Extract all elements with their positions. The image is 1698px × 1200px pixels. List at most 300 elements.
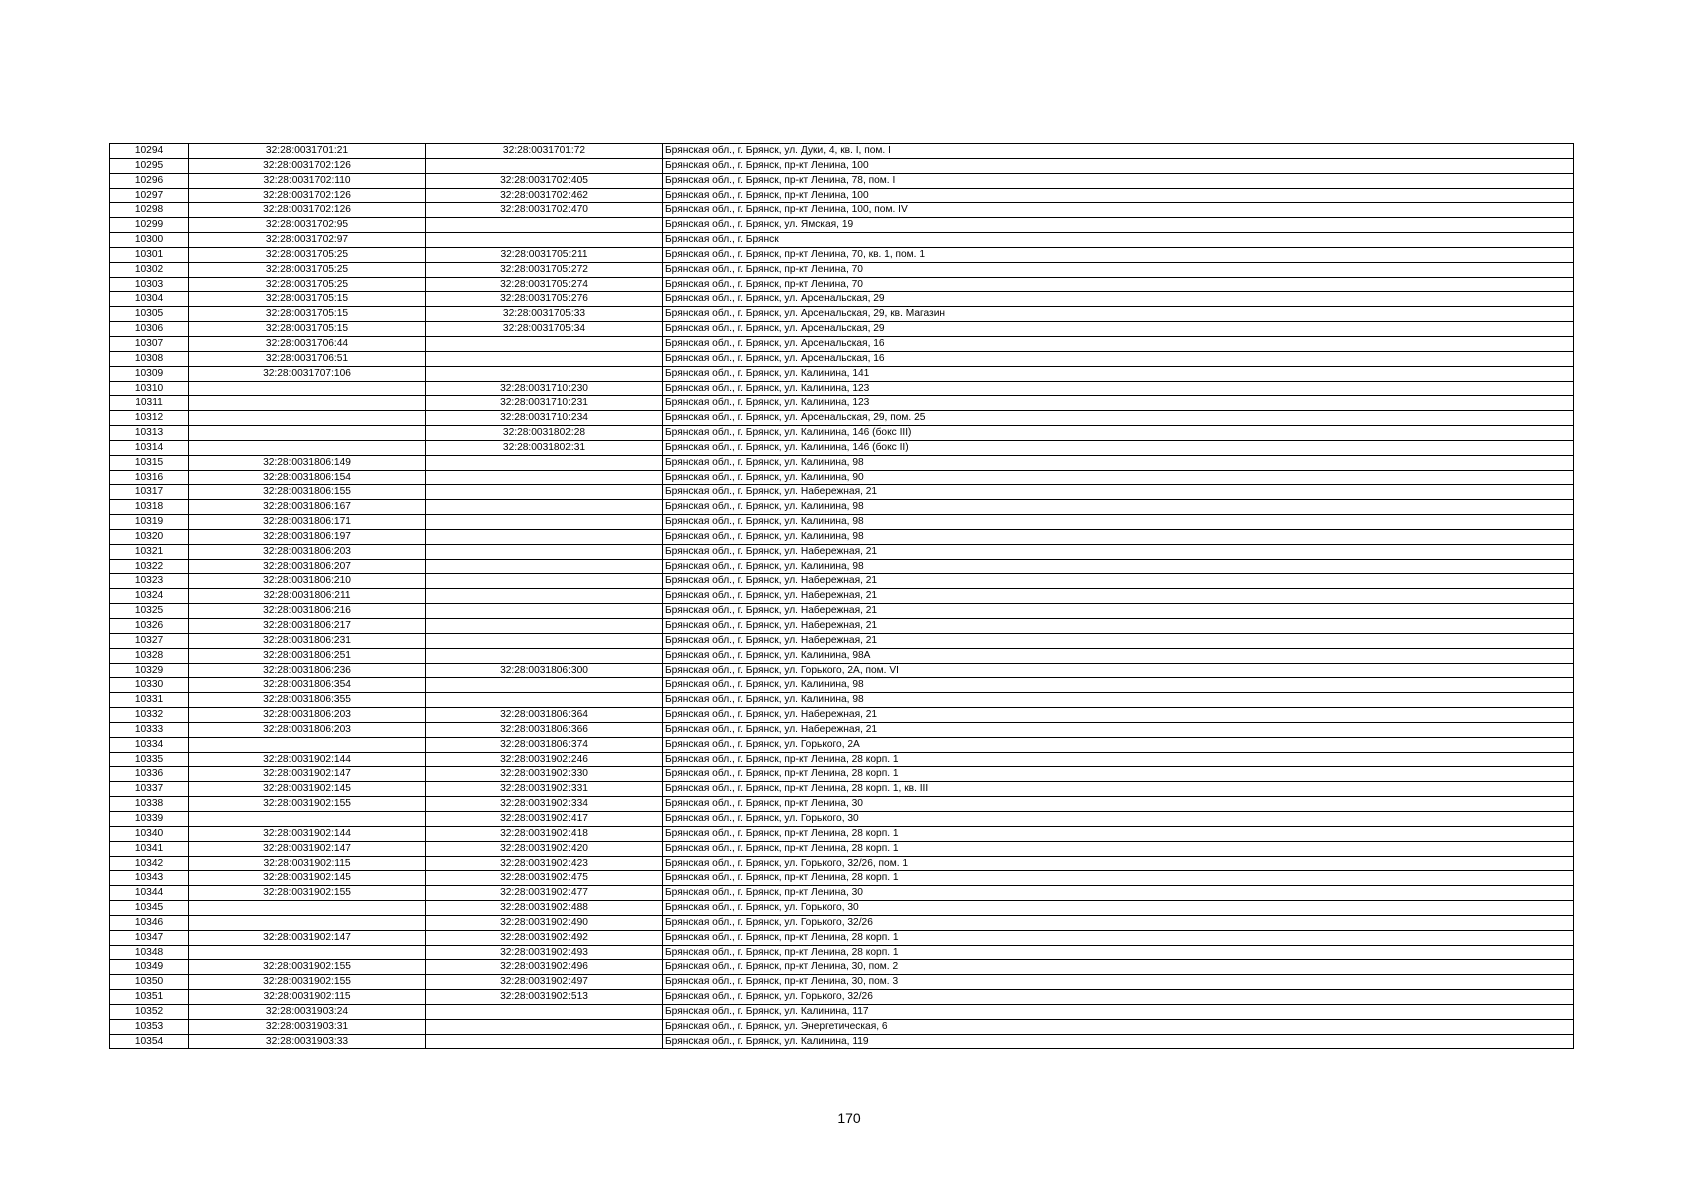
- object-cadastral-number-cell: [426, 485, 663, 500]
- table-row: [110, 737, 1574, 752]
- address-cell: Брянская обл., г. Брянск, ул. Ямская, 19: [663, 218, 1574, 233]
- object-cadastral-number-cell: [426, 529, 663, 544]
- parcel-cadastral-number-cell: 32:28:0031702:126: [189, 158, 426, 173]
- table-row: [110, 648, 1574, 663]
- row-number-cell: 10338: [110, 797, 189, 812]
- table-row: [110, 203, 1574, 218]
- parcel-cadastral-number-cell: 32:28:0031806:251: [189, 648, 426, 663]
- parcel-cadastral-number-cell: 32:28:0031705:15: [189, 292, 426, 307]
- row-number-cell: 10335: [110, 752, 189, 767]
- object-cadastral-number-cell: 32:28:0031902:423: [426, 856, 663, 871]
- object-cadastral-number-cell: 32:28:0031702:462: [426, 188, 663, 203]
- row-number-cell: 10327: [110, 633, 189, 648]
- object-cadastral-number-cell: [426, 648, 663, 663]
- parcel-cadastral-number-cell: [189, 737, 426, 752]
- table-row: [110, 529, 1574, 544]
- table-row: [110, 678, 1574, 693]
- object-cadastral-number-cell: [426, 574, 663, 589]
- parcel-cadastral-number-cell: 32:28:0031902:155: [189, 797, 426, 812]
- table-row: [110, 218, 1574, 233]
- object-cadastral-number-cell: 32:28:0031705:272: [426, 262, 663, 277]
- row-number-cell: 10349: [110, 960, 189, 975]
- address-cell: Брянская обл., г. Брянск, пр-кт Ленина, 30, пом. 3: [663, 975, 1574, 990]
- parcel-cadastral-number-cell: 32:28:0031806:236: [189, 663, 426, 678]
- address-cell: Брянская обл., г. Брянск, ул. Горького, 32/26, пом. 1: [663, 856, 1574, 871]
- parcel-cadastral-number-cell: 32:28:0031902:147: [189, 930, 426, 945]
- row-number-cell: 10312: [110, 411, 189, 426]
- parcel-cadastral-number-cell: 32:28:0031705:25: [189, 247, 426, 262]
- row-number-cell: 10321: [110, 544, 189, 559]
- address-cell: Брянская обл., г. Брянск, ул. Арсенальская, 29, пом. 25: [663, 411, 1574, 426]
- parcel-cadastral-number-cell: 32:28:0031902:155: [189, 975, 426, 990]
- address-cell: Брянская обл., г. Брянск, ул. Набережная, 21: [663, 633, 1574, 648]
- row-number-cell: 10323: [110, 574, 189, 589]
- address-cell: Брянская обл., г. Брянск, пр-кт Ленина, 70, кв. 1, пом. 1: [663, 247, 1574, 262]
- address-cell: Брянская обл., г. Брянск, ул. Калинина, 98: [663, 559, 1574, 574]
- address-cell: Брянская обл., г. Брянск, ул. Горького, 32/26: [663, 915, 1574, 930]
- object-cadastral-number-cell: 32:28:0031902:420: [426, 841, 663, 856]
- table-row: [110, 292, 1574, 307]
- parcel-cadastral-number-cell: 32:28:0031902:155: [189, 960, 426, 975]
- object-cadastral-number-cell: 32:28:0031902:513: [426, 990, 663, 1005]
- address-cell: Брянская обл., г. Брянск, ул. Калинина, 90: [663, 470, 1574, 485]
- row-number-cell: 10310: [110, 381, 189, 396]
- table-row: [110, 277, 1574, 292]
- object-cadastral-number-cell: 32:28:0031710:231: [426, 396, 663, 411]
- row-number-cell: 10306: [110, 322, 189, 337]
- address-cell: Брянская обл., г. Брянск, ул. Горького, 32/26: [663, 990, 1574, 1005]
- parcel-cadastral-number-cell: 32:28:0031702:126: [189, 203, 426, 218]
- parcel-cadastral-number-cell: 32:28:0031702:110: [189, 173, 426, 188]
- table-row: [110, 767, 1574, 782]
- row-number-cell: 10351: [110, 990, 189, 1005]
- address-cell: Брянская обл., г. Брянск, пр-кт Ленина, 28 корп. 1: [663, 930, 1574, 945]
- table-row: [110, 500, 1574, 515]
- table-row: [110, 693, 1574, 708]
- parcel-cadastral-number-cell: 32:28:0031806:217: [189, 619, 426, 634]
- object-cadastral-number-cell: 32:28:0031705:33: [426, 307, 663, 322]
- object-cadastral-number-cell: [426, 559, 663, 574]
- table-row: [110, 797, 1574, 812]
- parcel-cadastral-number-cell: 32:28:0031806:355: [189, 693, 426, 708]
- row-number-cell: 10337: [110, 782, 189, 797]
- table-row: [110, 470, 1574, 485]
- object-cadastral-number-cell: 32:28:0031902:497: [426, 975, 663, 990]
- address-cell: Брянская обл., г. Брянск, пр-кт Ленина, 28 корп. 1: [663, 841, 1574, 856]
- address-cell: Брянская обл., г. Брянск, пр-кт Ленина, 30: [663, 886, 1574, 901]
- parcel-cadastral-number-cell: [189, 811, 426, 826]
- row-number-cell: 10342: [110, 856, 189, 871]
- object-cadastral-number-cell: 32:28:0031701:72: [426, 144, 663, 159]
- address-cell: Брянская обл., г. Брянск, ул. Горького, 30: [663, 901, 1574, 916]
- table-row: [110, 1034, 1574, 1049]
- row-number-cell: 10302: [110, 262, 189, 277]
- parcel-cadastral-number-cell: 32:28:0031902:115: [189, 856, 426, 871]
- object-cadastral-number-cell: [426, 1004, 663, 1019]
- parcel-cadastral-number-cell: 32:28:0031902:144: [189, 752, 426, 767]
- object-cadastral-number-cell: [426, 336, 663, 351]
- parcel-cadastral-number-cell: 32:28:0031705:25: [189, 262, 426, 277]
- object-cadastral-number-cell: 32:28:0031702:405: [426, 173, 663, 188]
- parcel-cadastral-number-cell: 32:28:0031806:167: [189, 500, 426, 515]
- row-number-cell: 10301: [110, 247, 189, 262]
- row-number-cell: 10318: [110, 500, 189, 515]
- table-row: [110, 708, 1574, 723]
- address-cell: Брянская обл., г. Брянск, пр-кт Ленина, 70: [663, 262, 1574, 277]
- object-cadastral-number-cell: [426, 470, 663, 485]
- address-cell: Брянская обл., г. Брянск, пр-кт Ленина, 100: [663, 158, 1574, 173]
- address-cell: Брянская обл., г. Брянск, пр-кт Ленина, 28 корп. 1: [663, 871, 1574, 886]
- address-cell: Брянская обл., г. Брянск, ул. Горького, 30: [663, 811, 1574, 826]
- address-cell: Брянская обл., г. Брянск, ул. Горького, 2А: [663, 737, 1574, 752]
- table-row: [110, 455, 1574, 470]
- address-cell: Брянская обл., г. Брянск, ул. Арсенальская, 29: [663, 322, 1574, 337]
- table-row: [110, 188, 1574, 203]
- row-number-cell: 10322: [110, 559, 189, 574]
- row-number-cell: 10311: [110, 396, 189, 411]
- row-number-cell: 10317: [110, 485, 189, 500]
- address-cell: Брянская обл., г. Брянск, ул. Калинина, 141: [663, 366, 1574, 381]
- parcel-cadastral-number-cell: 32:28:0031806:154: [189, 470, 426, 485]
- address-cell: Брянская обл., г. Брянск, ул. Набережная, 21: [663, 574, 1574, 589]
- object-cadastral-number-cell: 32:28:0031802:31: [426, 440, 663, 455]
- object-cadastral-number-cell: [426, 455, 663, 470]
- parcel-cadastral-number-cell: 32:28:0031702:97: [189, 233, 426, 248]
- table-row: [110, 336, 1574, 351]
- parcel-cadastral-number-cell: [189, 381, 426, 396]
- object-cadastral-number-cell: [426, 604, 663, 619]
- table-row: [110, 619, 1574, 634]
- row-number-cell: 10330: [110, 678, 189, 693]
- table-row: [110, 1004, 1574, 1019]
- row-number-cell: 10300: [110, 233, 189, 248]
- parcel-cadastral-number-cell: 32:28:0031902:115: [189, 990, 426, 1005]
- object-cadastral-number-cell: [426, 678, 663, 693]
- object-cadastral-number-cell: [426, 233, 663, 248]
- table-row: [110, 440, 1574, 455]
- row-number-cell: 10296: [110, 173, 189, 188]
- object-cadastral-number-cell: [426, 1034, 663, 1049]
- row-number-cell: 10353: [110, 1019, 189, 1034]
- address-cell: Брянская обл., г. Брянск, пр-кт Ленина, 28 корп. 1: [663, 945, 1574, 960]
- row-number-cell: 10331: [110, 693, 189, 708]
- row-number-cell: 10332: [110, 708, 189, 723]
- object-cadastral-number-cell: [426, 351, 663, 366]
- row-number-cell: 10305: [110, 307, 189, 322]
- table-row: [110, 663, 1574, 678]
- address-cell: Брянская обл., г. Брянск, ул. Набережная, 21: [663, 544, 1574, 559]
- table-row: [110, 841, 1574, 856]
- parcel-cadastral-number-cell: 32:28:0031902:147: [189, 767, 426, 782]
- row-number-cell: 10329: [110, 663, 189, 678]
- table-row: [110, 811, 1574, 826]
- address-cell: Брянская обл., г. Брянск, ул. Горького, 2А, пом. VI: [663, 663, 1574, 678]
- row-number-cell: 10319: [110, 515, 189, 530]
- table-row: [110, 975, 1574, 990]
- address-cell: Брянская обл., г. Брянск, ул. Энергетическая, 6: [663, 1019, 1574, 1034]
- parcel-cadastral-number-cell: 32:28:0031707:106: [189, 366, 426, 381]
- table-row: [110, 559, 1574, 574]
- object-cadastral-number-cell: 32:28:0031902:492: [426, 930, 663, 945]
- object-cadastral-number-cell: 32:28:0031902:475: [426, 871, 663, 886]
- parcel-cadastral-number-cell: 32:28:0031806:210: [189, 574, 426, 589]
- address-cell: Брянская обл., г. Брянск, ул. Калинина, 98: [663, 693, 1574, 708]
- row-number-cell: 10343: [110, 871, 189, 886]
- object-cadastral-number-cell: 32:28:0031705:276: [426, 292, 663, 307]
- object-cadastral-number-cell: [426, 693, 663, 708]
- row-number-cell: 10297: [110, 188, 189, 203]
- object-cadastral-number-cell: 32:28:0031710:230: [426, 381, 663, 396]
- parcel-cadastral-number-cell: 32:28:0031705:15: [189, 322, 426, 337]
- table-row: [110, 1019, 1574, 1034]
- object-cadastral-number-cell: 32:28:0031902:477: [426, 886, 663, 901]
- parcel-cadastral-number-cell: [189, 945, 426, 960]
- parcel-cadastral-number-cell: 32:28:0031902:147: [189, 841, 426, 856]
- table-row: [110, 307, 1574, 322]
- table-row: [110, 173, 1574, 188]
- row-number-cell: 10350: [110, 975, 189, 990]
- table-row: [110, 945, 1574, 960]
- registry-table: [109, 143, 1574, 1049]
- address-cell: Брянская обл., г. Брянск, ул. Калинина, 119: [663, 1034, 1574, 1049]
- address-cell: Брянская обл., г. Брянск, ул. Арсенальская, 29: [663, 292, 1574, 307]
- row-number-cell: 10354: [110, 1034, 189, 1049]
- parcel-cadastral-number-cell: [189, 396, 426, 411]
- table-row: [110, 871, 1574, 886]
- object-cadastral-number-cell: 32:28:0031902:334: [426, 797, 663, 812]
- row-number-cell: 10303: [110, 277, 189, 292]
- row-number-cell: 10307: [110, 336, 189, 351]
- address-cell: Брянская обл., г. Брянск: [663, 233, 1574, 248]
- object-cadastral-number-cell: [426, 544, 663, 559]
- parcel-cadastral-number-cell: 32:28:0031902:145: [189, 782, 426, 797]
- parcel-cadastral-number-cell: 32:28:0031806:354: [189, 678, 426, 693]
- table-row: [110, 411, 1574, 426]
- row-number-cell: 10340: [110, 826, 189, 841]
- object-cadastral-number-cell: 32:28:0031702:470: [426, 203, 663, 218]
- address-cell: Брянская обл., г. Брянск, ул. Калинина, 98А: [663, 648, 1574, 663]
- address-cell: Брянская обл., г. Брянск, ул. Набережная, 21: [663, 485, 1574, 500]
- object-cadastral-number-cell: 32:28:0031902:490: [426, 915, 663, 930]
- row-number-cell: 10299: [110, 218, 189, 233]
- parcel-cadastral-number-cell: 32:28:0031701:21: [189, 144, 426, 159]
- address-cell: Брянская обл., г. Брянск, ул. Калинина, 146 (бокс III): [663, 426, 1574, 441]
- object-cadastral-number-cell: 32:28:0031902:496: [426, 960, 663, 975]
- row-number-cell: 10294: [110, 144, 189, 159]
- row-number-cell: 10316: [110, 470, 189, 485]
- row-number-cell: 10346: [110, 915, 189, 930]
- parcel-cadastral-number-cell: 32:28:0031902:144: [189, 826, 426, 841]
- address-cell: Брянская обл., г. Брянск, ул. Арсенальская, 16: [663, 336, 1574, 351]
- address-cell: Брянская обл., г. Брянск, пр-кт Ленина, 70: [663, 277, 1574, 292]
- parcel-cadastral-number-cell: 32:28:0031903:24: [189, 1004, 426, 1019]
- table-row: [110, 574, 1574, 589]
- object-cadastral-number-cell: [426, 500, 663, 515]
- parcel-cadastral-number-cell: 32:28:0031902:145: [189, 871, 426, 886]
- parcel-cadastral-number-cell: [189, 901, 426, 916]
- object-cadastral-number-cell: 32:28:0031802:28: [426, 426, 663, 441]
- object-cadastral-number-cell: 32:28:0031902:493: [426, 945, 663, 960]
- row-number-cell: 10309: [110, 366, 189, 381]
- table-row: [110, 351, 1574, 366]
- address-cell: Брянская обл., г. Брянск, ул. Калинина, 98: [663, 515, 1574, 530]
- registry-table-body: [110, 144, 1574, 1049]
- parcel-cadastral-number-cell: 32:28:0031702:126: [189, 188, 426, 203]
- row-number-cell: 10339: [110, 811, 189, 826]
- row-number-cell: 10324: [110, 589, 189, 604]
- address-cell: Брянская обл., г. Брянск, пр-кт Ленина, 78, пом. I: [663, 173, 1574, 188]
- address-cell: Брянская обл., г. Брянск, ул. Арсенальская, 16: [663, 351, 1574, 366]
- row-number-cell: 10341: [110, 841, 189, 856]
- parcel-cadastral-number-cell: 32:28:0031806:231: [189, 633, 426, 648]
- table-row: [110, 322, 1574, 337]
- row-number-cell: 10295: [110, 158, 189, 173]
- object-cadastral-number-cell: [426, 218, 663, 233]
- table-row: [110, 960, 1574, 975]
- row-number-cell: 10334: [110, 737, 189, 752]
- object-cadastral-number-cell: [426, 619, 663, 634]
- parcel-cadastral-number-cell: 32:28:0031806:216: [189, 604, 426, 619]
- object-cadastral-number-cell: [426, 158, 663, 173]
- table-row: [110, 722, 1574, 737]
- table-row: [110, 752, 1574, 767]
- table-row: [110, 544, 1574, 559]
- table-row: [110, 990, 1574, 1005]
- parcel-cadastral-number-cell: 32:28:0031705:25: [189, 277, 426, 292]
- parcel-cadastral-number-cell: 32:28:0031806:149: [189, 455, 426, 470]
- table-row: [110, 485, 1574, 500]
- table-row: [110, 782, 1574, 797]
- parcel-cadastral-number-cell: 32:28:0031903:33: [189, 1034, 426, 1049]
- address-cell: Брянская обл., г. Брянск, ул. Калинина, 98: [663, 529, 1574, 544]
- table-row: [110, 396, 1574, 411]
- row-number-cell: 10308: [110, 351, 189, 366]
- row-number-cell: 10326: [110, 619, 189, 634]
- address-cell: Брянская обл., г. Брянск, пр-кт Ленина, 28 корп. 1, кв. III: [663, 782, 1574, 797]
- address-cell: Брянская обл., г. Брянск, ул. Калинина, 98: [663, 455, 1574, 470]
- table-row: [110, 826, 1574, 841]
- object-cadastral-number-cell: 32:28:0031902:246: [426, 752, 663, 767]
- object-cadastral-number-cell: [426, 515, 663, 530]
- address-cell: Брянская обл., г. Брянск, пр-кт Ленина, 100: [663, 188, 1574, 203]
- address-cell: Брянская обл., г. Брянск, ул. Калинина, 117: [663, 1004, 1574, 1019]
- row-number-cell: 10325: [110, 604, 189, 619]
- row-number-cell: 10304: [110, 292, 189, 307]
- table-row: [110, 901, 1574, 916]
- address-cell: Брянская обл., г. Брянск, ул. Дуки, 4, кв. I, пом. I: [663, 144, 1574, 159]
- address-cell: Брянская обл., г. Брянск, пр-кт Ленина, 30, пом. 2: [663, 960, 1574, 975]
- row-number-cell: 10345: [110, 901, 189, 916]
- row-number-cell: 10315: [110, 455, 189, 470]
- parcel-cadastral-number-cell: 32:28:0031806:171: [189, 515, 426, 530]
- object-cadastral-number-cell: 32:28:0031806:300: [426, 663, 663, 678]
- address-cell: Брянская обл., г. Брянск, пр-кт Ленина, 28 корп. 1: [663, 826, 1574, 841]
- object-cadastral-number-cell: 32:28:0031705:274: [426, 277, 663, 292]
- row-number-cell: 10347: [110, 930, 189, 945]
- object-cadastral-number-cell: 32:28:0031902:417: [426, 811, 663, 826]
- address-cell: Брянская обл., г. Брянск, ул. Набережная, 21: [663, 619, 1574, 634]
- table-row: [110, 604, 1574, 619]
- parcel-cadastral-number-cell: 32:28:0031806:203: [189, 708, 426, 723]
- page-number: 170: [837, 1110, 861, 1126]
- parcel-cadastral-number-cell: 32:28:0031806:211: [189, 589, 426, 604]
- object-cadastral-number-cell: 32:28:0031705:211: [426, 247, 663, 262]
- table-row: [110, 515, 1574, 530]
- object-cadastral-number-cell: [426, 1019, 663, 1034]
- row-number-cell: 10328: [110, 648, 189, 663]
- row-number-cell: 10336: [110, 767, 189, 782]
- address-cell: Брянская обл., г. Брянск, ул. Набережная, 21: [663, 604, 1574, 619]
- address-cell: Брянская обл., г. Брянск, ул. Калинина, 123: [663, 396, 1574, 411]
- address-cell: Брянская обл., г. Брянск, ул. Набережная, 21: [663, 589, 1574, 604]
- object-cadastral-number-cell: 32:28:0031902:488: [426, 901, 663, 916]
- object-cadastral-number-cell: [426, 366, 663, 381]
- address-cell: Брянская обл., г. Брянск, ул. Калинина, 123: [663, 381, 1574, 396]
- object-cadastral-number-cell: 32:28:0031902:330: [426, 767, 663, 782]
- table-row: [110, 589, 1574, 604]
- table-row: [110, 158, 1574, 173]
- table-row: [110, 930, 1574, 945]
- object-cadastral-number-cell: 32:28:0031806:366: [426, 722, 663, 737]
- parcel-cadastral-number-cell: 32:28:0031806:203: [189, 722, 426, 737]
- parcel-cadastral-number-cell: 32:28:0031902:155: [189, 886, 426, 901]
- row-number-cell: 10320: [110, 529, 189, 544]
- row-number-cell: 10333: [110, 722, 189, 737]
- address-cell: Брянская обл., г. Брянск, ул. Набережная, 21: [663, 722, 1574, 737]
- table-row: [110, 381, 1574, 396]
- object-cadastral-number-cell: 32:28:0031806:364: [426, 708, 663, 723]
- parcel-cadastral-number-cell: 32:28:0031903:31: [189, 1019, 426, 1034]
- table-row: [110, 233, 1574, 248]
- address-cell: Брянская обл., г. Брянск, пр-кт Ленина, 28 корп. 1: [663, 752, 1574, 767]
- row-number-cell: 10344: [110, 886, 189, 901]
- table-row: [110, 633, 1574, 648]
- object-cadastral-number-cell: [426, 633, 663, 648]
- row-number-cell: 10314: [110, 440, 189, 455]
- table-row: [110, 426, 1574, 441]
- parcel-cadastral-number-cell: 32:28:0031702:95: [189, 218, 426, 233]
- address-cell: Брянская обл., г. Брянск, пр-кт Ленина, 100, пом. IV: [663, 203, 1574, 218]
- table-row: [110, 144, 1574, 159]
- address-cell: Брянская обл., г. Брянск, ул. Набережная, 21: [663, 708, 1574, 723]
- row-number-cell: 10348: [110, 945, 189, 960]
- row-number-cell: 10298: [110, 203, 189, 218]
- parcel-cadastral-number-cell: 32:28:0031706:51: [189, 351, 426, 366]
- address-cell: Брянская обл., г. Брянск, ул. Калинина, 98: [663, 500, 1574, 515]
- parcel-cadastral-number-cell: 32:28:0031705:15: [189, 307, 426, 322]
- parcel-cadastral-number-cell: [189, 426, 426, 441]
- table-row: [110, 915, 1574, 930]
- parcel-cadastral-number-cell: 32:28:0031806:155: [189, 485, 426, 500]
- parcel-cadastral-number-cell: [189, 440, 426, 455]
- parcel-cadastral-number-cell: 32:28:0031806:203: [189, 544, 426, 559]
- table-row: [110, 856, 1574, 871]
- address-cell: Брянская обл., г. Брянск, ул. Арсенальская, 29, кв. Магазин: [663, 307, 1574, 322]
- object-cadastral-number-cell: 32:28:0031710:234: [426, 411, 663, 426]
- table-row: [110, 247, 1574, 262]
- address-cell: Брянская обл., г. Брянск, ул. Калинина, 98: [663, 678, 1574, 693]
- parcel-cadastral-number-cell: 32:28:0031806:197: [189, 529, 426, 544]
- object-cadastral-number-cell: 32:28:0031705:34: [426, 322, 663, 337]
- parcel-cadastral-number-cell: 32:28:0031806:207: [189, 559, 426, 574]
- object-cadastral-number-cell: 32:28:0031806:374: [426, 737, 663, 752]
- address-cell: Брянская обл., г. Брянск, пр-кт Ленина, 28 корп. 1: [663, 767, 1574, 782]
- parcel-cadastral-number-cell: 32:28:0031706:44: [189, 336, 426, 351]
- row-number-cell: 10313: [110, 426, 189, 441]
- address-cell: Брянская обл., г. Брянск, пр-кт Ленина, 30: [663, 797, 1574, 812]
- object-cadastral-number-cell: 32:28:0031902:418: [426, 826, 663, 841]
- object-cadastral-number-cell: [426, 589, 663, 604]
